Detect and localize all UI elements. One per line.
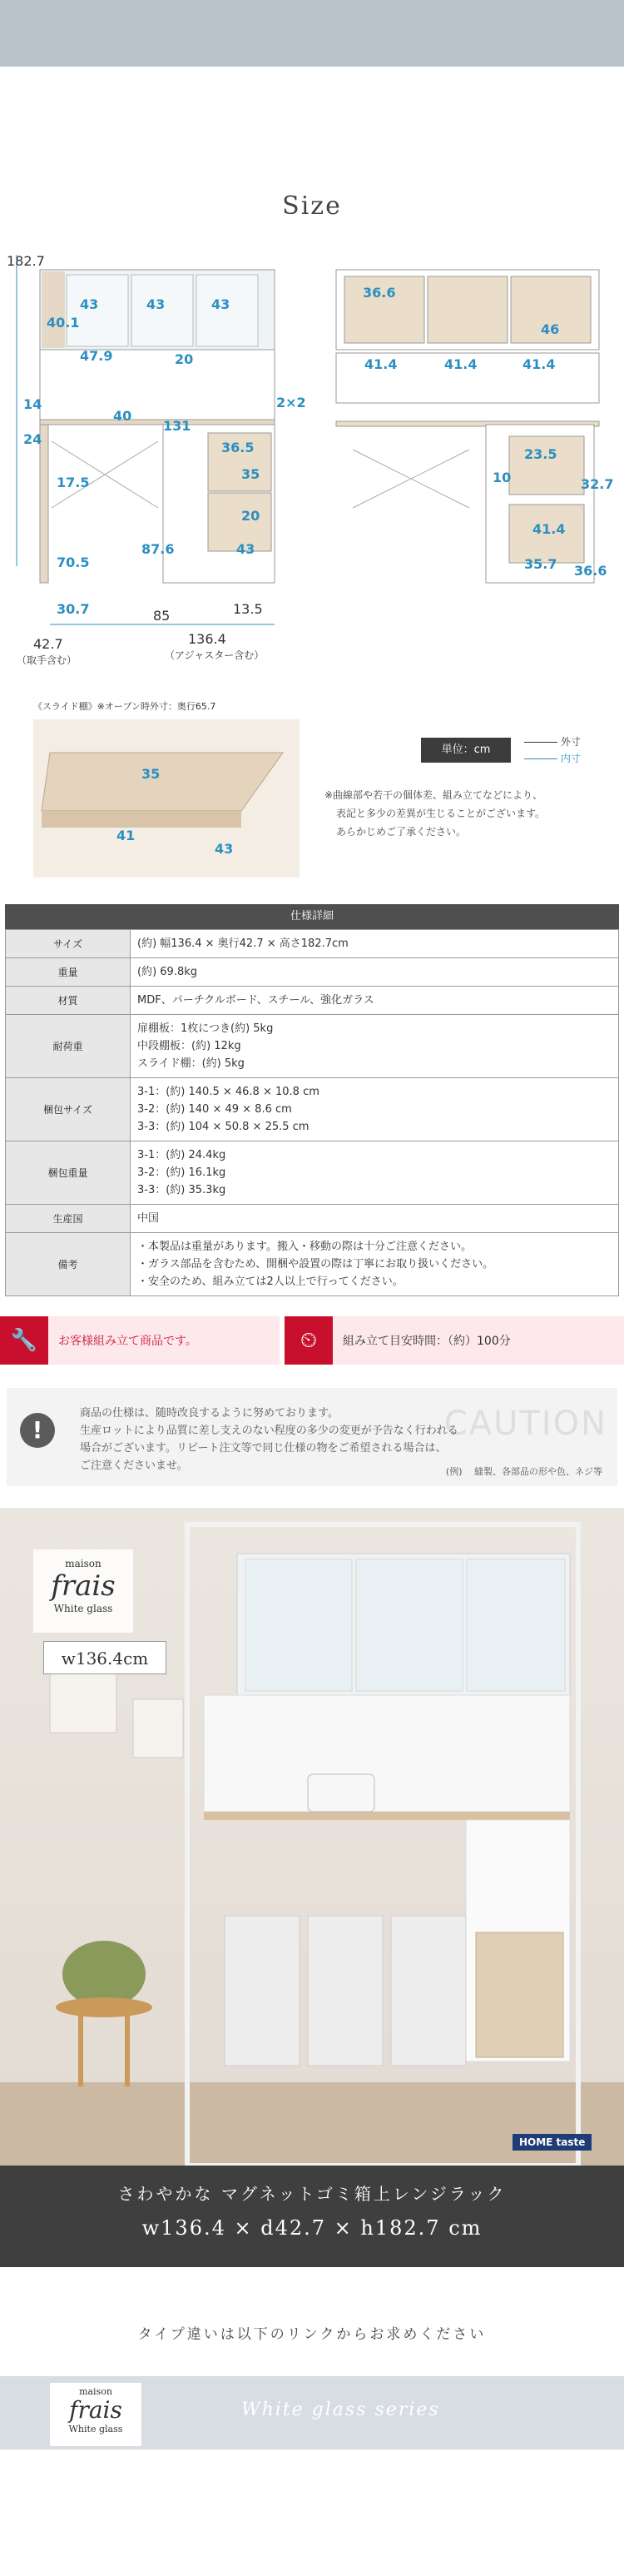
dim-20b: 20 bbox=[241, 508, 260, 524]
disclaimer bbox=[324, 786, 545, 841]
caution-footnote: (例) 縫製、各部品の形や色、ネジ等 bbox=[445, 1466, 602, 1477]
dim-13-5: 13.5 bbox=[233, 601, 263, 617]
dim-17-5: 17.5 bbox=[57, 475, 90, 490]
product-photo bbox=[0, 1508, 624, 2166]
dim-10: 10 bbox=[493, 470, 512, 485]
dim-top-w3: 43 bbox=[211, 296, 230, 312]
spec-value: ・安全のため、組み立ては2人以上で行ってください。 bbox=[137, 1276, 404, 1288]
assembly-time-text: 組み立て目安時間：（約）100分 bbox=[343, 1335, 511, 1348]
dim-36-6: 36.6 bbox=[363, 285, 396, 301]
spec-value: 中段棚板：(約) 12kg bbox=[137, 1040, 241, 1052]
spec-value: 3-2：(約) 16.1kg bbox=[137, 1166, 226, 1179]
spec-key: サイズ bbox=[6, 930, 131, 958]
caution-line: 生産ロットにより品質に差し支えのない程度の多少の変更が予告なく行われる bbox=[80, 1425, 458, 1437]
slide-dim-43: 43 bbox=[215, 841, 234, 857]
spec-key: 生産国 bbox=[6, 1205, 131, 1233]
dim-41-4c: 41.4 bbox=[522, 356, 556, 372]
dim-87-6: 87.6 bbox=[141, 541, 175, 557]
dim-top-w2: 43 bbox=[146, 296, 166, 312]
product-banner bbox=[0, 2166, 624, 2267]
caution-line: ご注意くださいませ。 bbox=[80, 1460, 188, 1472]
home-taste-logo: HOME taste bbox=[513, 2134, 592, 2151]
brand-small: maison bbox=[65, 1558, 102, 1569]
spec-value: 3-2：(約) 140 × 49 × 8.6 cm bbox=[137, 1103, 292, 1116]
dim-depth: 42.7 bbox=[33, 636, 63, 652]
dim-35-7: 35.7 bbox=[524, 556, 557, 572]
unit-outer-label: 外寸 bbox=[560, 736, 581, 748]
series-brand-sub: White glass bbox=[68, 2424, 123, 2434]
dim-35a: 35 bbox=[241, 466, 260, 482]
dim-41-4b: 41.4 bbox=[444, 356, 478, 372]
spec-value: 扉棚板：1枚につき(約) 5kg bbox=[137, 1022, 274, 1035]
disclaimer-line: ※曲線部や若干の個体差、組み立てなどにより、 bbox=[324, 789, 543, 801]
dim-43: 43 bbox=[236, 541, 255, 557]
dim-14: 14 bbox=[23, 396, 42, 412]
spec-value: 3-1：(約) 140.5 × 46.8 × 10.8 cm bbox=[137, 1086, 319, 1098]
dim-depth-note: （取手含む） bbox=[17, 654, 77, 666]
table-row bbox=[6, 958, 619, 987]
spec-value: 中国 bbox=[137, 1212, 160, 1225]
spec-value: 3-1：(約) 24.4kg bbox=[137, 1149, 226, 1161]
unit-inner bbox=[524, 751, 581, 765]
caution-line: 場合がございます。リピート注文等で同じ仕様の物をご希望される場合は、 bbox=[80, 1442, 447, 1455]
spec-title: 仕様詳細 bbox=[5, 904, 619, 929]
spec-key: 耐荷重 bbox=[6, 1015, 131, 1078]
slide-caption: 《スライド棚》※オープン時外寸：奥行65.7 bbox=[33, 701, 216, 712]
table-row bbox=[6, 1078, 619, 1141]
disclaimer-line: あらかじめご了承ください。 bbox=[336, 826, 467, 838]
series-brand-small: maison bbox=[79, 2386, 112, 2397]
unit-outer bbox=[524, 734, 581, 748]
spec-value: スライド棚：(約) 5kg bbox=[137, 1057, 245, 1070]
series-brand-badge bbox=[50, 2383, 141, 2446]
section-title: Size bbox=[282, 191, 342, 221]
dim-41-4a: 41.4 bbox=[364, 356, 398, 372]
top-band bbox=[0, 0, 624, 67]
assembly-time-notice bbox=[285, 1316, 624, 1365]
table-row bbox=[6, 1205, 619, 1233]
slide-dim-35: 35 bbox=[141, 766, 161, 782]
assembly-notice-text: お客様組み立て商品です。 bbox=[58, 1335, 197, 1348]
dim-width: 136.4 bbox=[188, 631, 226, 647]
spec-value: (約) 幅136.4 × 奥行42.7 × 高さ182.7cm bbox=[137, 937, 349, 950]
series-label: White glass series bbox=[241, 2399, 440, 2420]
brand-sub: White glass bbox=[53, 1603, 113, 1614]
table-row bbox=[6, 987, 619, 1015]
spec-value: 3-3：(約) 35.3kg bbox=[137, 1184, 226, 1196]
dim-70-5: 70.5 bbox=[57, 554, 90, 570]
brand-name: frais bbox=[51, 1569, 116, 1603]
spec-value: (約) 69.8kg bbox=[137, 966, 198, 978]
table-row bbox=[6, 930, 619, 958]
spec-key: 梱包サイズ bbox=[6, 1078, 131, 1141]
dim-height: 182.7 bbox=[7, 253, 45, 269]
unit-inner-label: 内寸 bbox=[560, 753, 581, 764]
dim-47-9: 47.9 bbox=[80, 348, 113, 364]
assembly-notices bbox=[0, 1316, 624, 1365]
links-text: タイプ違いは以下のリンクからお求めください bbox=[137, 2326, 487, 2343]
series-brand-name: frais bbox=[69, 2396, 122, 2424]
spec-key: 材質 bbox=[6, 987, 131, 1015]
dim-30-7: 30.7 bbox=[57, 601, 90, 617]
interior-diagram bbox=[319, 233, 619, 699]
caution-line: 商品の仕様は、随時改良するように努めております。 bbox=[80, 1407, 339, 1420]
clock-icon: ⏲ bbox=[285, 1316, 333, 1365]
dim-131: 131 bbox=[163, 418, 191, 434]
dim-40-1: 40.1 bbox=[47, 315, 80, 331]
series-link[interactable] bbox=[0, 2376, 624, 2449]
dim-85: 85 bbox=[153, 608, 171, 624]
unit-label: 単位：cm bbox=[421, 738, 511, 763]
spec-value: ・ガラス部品を含むため、開梱や設置の際は丁寧にお取り扱いください。 bbox=[137, 1258, 494, 1271]
dim-32-7: 32.7 bbox=[581, 476, 614, 492]
caution-text bbox=[80, 1405, 458, 1474]
dim-24: 24 bbox=[23, 431, 42, 447]
dim-top-w1: 43 bbox=[80, 296, 99, 312]
caution-watermark: CAUTION bbox=[443, 1405, 607, 1443]
dim-40: 40 bbox=[113, 408, 132, 424]
disclaimer-line: 表記と多少の差異が生じることがございます。 bbox=[336, 808, 546, 819]
dim-46: 46 bbox=[541, 321, 560, 337]
slide-shelf-diagram bbox=[33, 719, 300, 878]
dim-23-5: 23.5 bbox=[524, 446, 557, 462]
spec-value: ・本製品は重量があります。搬入・移動の際は十分ご注意ください。 bbox=[137, 1241, 472, 1253]
dimension-diagrams bbox=[0, 233, 624, 699]
banner-dimensions: w136.4 × d42.7 × h182.7 cm bbox=[141, 2216, 483, 2240]
wrench-icon: 🔧 bbox=[0, 1316, 48, 1365]
spec-key: 梱包重量 bbox=[6, 1141, 131, 1205]
width-tag: w136.4cm bbox=[43, 1641, 166, 1674]
spec-value: 3-3：(約) 104 × 50.8 × 25.5 cm bbox=[137, 1121, 310, 1133]
table-row bbox=[6, 1015, 619, 1078]
dim-41-4d: 41.4 bbox=[532, 521, 566, 537]
table-row bbox=[6, 1141, 619, 1205]
slide-dim-41: 41 bbox=[116, 828, 136, 843]
exclamation-icon: ! bbox=[20, 1413, 55, 1448]
dim-20a: 20 bbox=[175, 351, 194, 367]
banner-title: さわやかな マグネットゴミ箱上レンジラック bbox=[117, 2184, 507, 2204]
spec-table bbox=[5, 929, 619, 1296]
dim-36-5: 36.5 bbox=[221, 440, 255, 455]
spec-key: 重量 bbox=[6, 958, 131, 987]
dim-2x2: 2×2 bbox=[276, 395, 306, 410]
slide-shelf-section bbox=[0, 699, 624, 891]
spec-value: MDF、パーチクルボード、スチール、強化ガラス bbox=[137, 994, 374, 1007]
brand-badge bbox=[33, 1549, 133, 1633]
assembly-notice bbox=[0, 1316, 280, 1365]
spec-key: 備考 bbox=[6, 1233, 131, 1296]
dim-36-6b: 36.6 bbox=[574, 563, 607, 579]
dim-width-note: （アジャスター含む） bbox=[165, 649, 265, 661]
caution-box bbox=[7, 1388, 617, 1486]
table-row bbox=[6, 1233, 619, 1296]
